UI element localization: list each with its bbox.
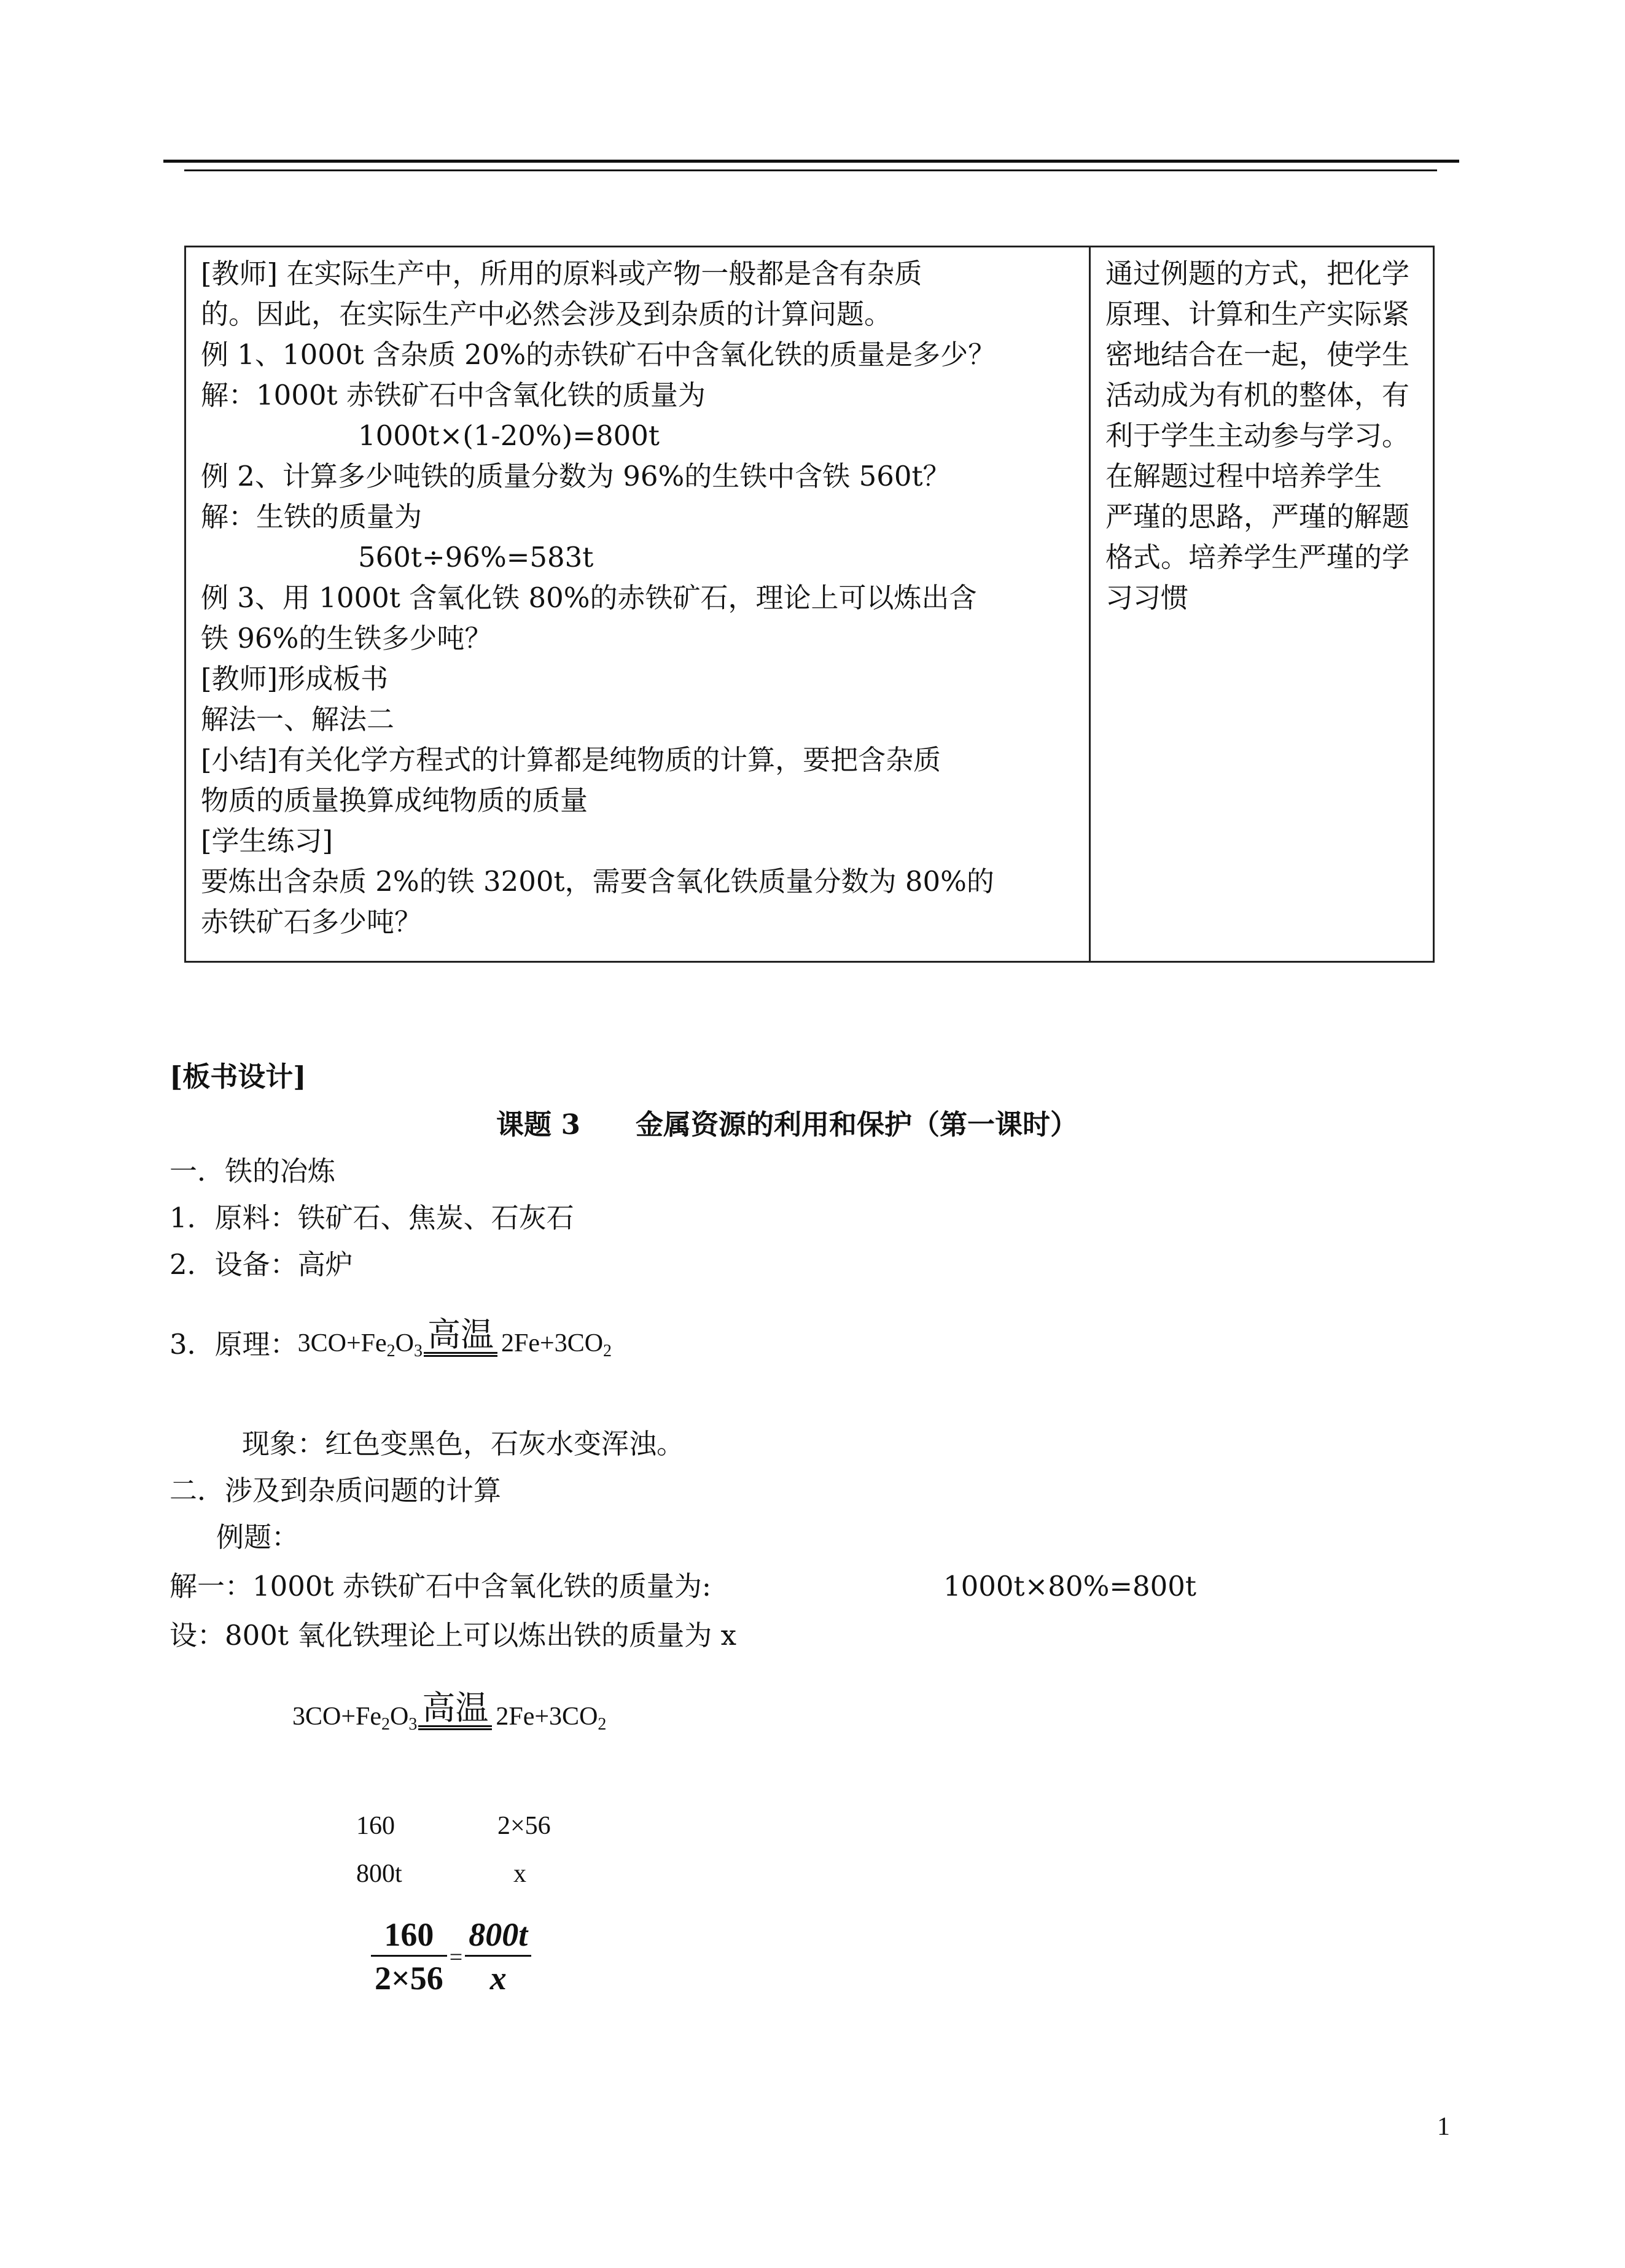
fraction-right (465, 1914, 531, 2000)
text-line: 严瑾的思路，严瑾的解题 (1105, 500, 1410, 533)
reaction-condition (418, 1688, 492, 1739)
ratio-value: x (513, 1860, 526, 1888)
text-line: 原理、计算和生产实际紧 (1105, 298, 1410, 330)
condition-label: 高温 (422, 1688, 489, 1727)
text-line: 560t÷96%=583t (358, 541, 594, 573)
text-line: 的。因此，在实际生产中必然会涉及到杂质的计算问题。 (201, 298, 892, 330)
lesson-title: 课题 3 金属资源的利用和保护（第一课时） (496, 1108, 1078, 1141)
teaching-process-cell (185, 247, 1090, 962)
text-line: 利于学生主动参与学习。 (1105, 419, 1410, 452)
fraction-denominator: x (489, 1960, 507, 1997)
equals-symbol: = (449, 1944, 463, 1970)
section-heading: 二．涉及到杂质问题的计算 (170, 1474, 502, 1507)
equation-reactants: $3CO+Fe_2O_3$ (297, 1329, 423, 1361)
text-line: [教师] 在实际生产中，所用的原料或产物一般都是含有杂质 (201, 257, 922, 290)
text-line: 铁 96%的生铁多少吨？ (201, 622, 493, 654)
text-line: 例 2、计算多少吨铁的质量分数为 96%的生铁中含铁 560t？ (201, 460, 951, 492)
text-line: 例 1、1000t 含杂质 20%的赤铁矿石中含氧化铁的质量是多少？ (201, 338, 996, 371)
solution-calc: 1000t×80%=800t (943, 1570, 1197, 1602)
solution-line: 解一：1000t 赤铁矿石中含氧化铁的质量为: (170, 1570, 712, 1602)
text-line: [小结]有关化学方程式的计算都是纯物质的计算，要把含杂质 (201, 744, 941, 776)
text-line: 格式。培养学生严瑾的学 (1105, 541, 1410, 573)
assumption-line: 设：800t 氧化铁理论上可以炼出铁的质量为 x (170, 1619, 736, 1652)
fraction-denominator: 2×56 (375, 1960, 443, 1997)
equation-products: $2Fe+3CO_2$ (496, 1703, 607, 1734)
text-line: 通过例题的方式，把化学 (1105, 257, 1410, 290)
lesson-table (184, 246, 1435, 963)
design-intent-cell (1090, 247, 1434, 962)
section-heading: 一．铁的冶炼 (170, 1155, 336, 1187)
list-item: 1．原料：铁矿石、焦炭、石灰石 (170, 1202, 574, 1234)
text-line: 物质的质量换算成纯物质的质量 (201, 784, 588, 817)
ratio-value: 160 (356, 1812, 395, 1840)
fraction-numerator: 800t (469, 1916, 528, 1953)
fraction-left (371, 1914, 447, 2000)
phenomenon-text: 现象：红色变黑色，石灰水变浑浊。 (242, 1427, 685, 1460)
list-item: 2．设备：高炉 (170, 1248, 353, 1281)
proportion-equation (371, 1914, 531, 2000)
text-line: 在解题过程中培养学生 (1105, 460, 1382, 492)
reaction-equation (170, 1298, 612, 1365)
header-rule-thick (163, 160, 1459, 163)
fraction-numerator: 160 (384, 1916, 434, 1953)
text-line: 解法一、解法二 (201, 703, 395, 736)
text-line: 解：生铁的质量为 (201, 500, 423, 533)
list-item-label: 3．原理： (170, 1328, 298, 1361)
ratio-value: 2×56 (497, 1812, 551, 1840)
reaction-equation-2 (292, 1671, 606, 1739)
reaction-condition (424, 1315, 497, 1365)
equation-reactants: $3CO+Fe_2O_3$ (292, 1703, 418, 1734)
text-line: [学生练习] (201, 825, 333, 857)
header-rule-thin (184, 169, 1437, 171)
equals-sign (424, 1352, 497, 1357)
equation-products: $2Fe+3CO_2$ (501, 1329, 612, 1361)
text-line: 密地结合在一起，使学生 (1105, 338, 1410, 371)
text-line: 例 3、用 1000t 含氧化铁 80%的赤铁矿石，理论上可以炼出含 (201, 581, 977, 614)
text-line: 要炼出含杂质 2%的铁 3200t，需要含氧化铁质量分数为 80%的 (201, 865, 994, 898)
equals-sign (418, 1725, 492, 1730)
text-line: [教师]形成板书 (201, 662, 389, 695)
text-line: 活动成为有机的整体，有 (1105, 379, 1410, 411)
text-line: 解：1000t 赤铁矿石中含氧化铁的质量为 (201, 379, 706, 411)
text-line: 赤铁矿石多少吨？ (201, 906, 423, 938)
board-design-heading: [板书设计] (170, 1060, 306, 1093)
text-line: 习习惯 (1105, 581, 1189, 614)
ratio-value: 800t (356, 1860, 402, 1888)
page-number: 1 (1437, 2113, 1450, 2141)
text-line: 1000t×(1-20%)=800t (358, 419, 660, 452)
example-label: 例题： (216, 1521, 300, 1553)
condition-label: 高温 (427, 1315, 494, 1354)
